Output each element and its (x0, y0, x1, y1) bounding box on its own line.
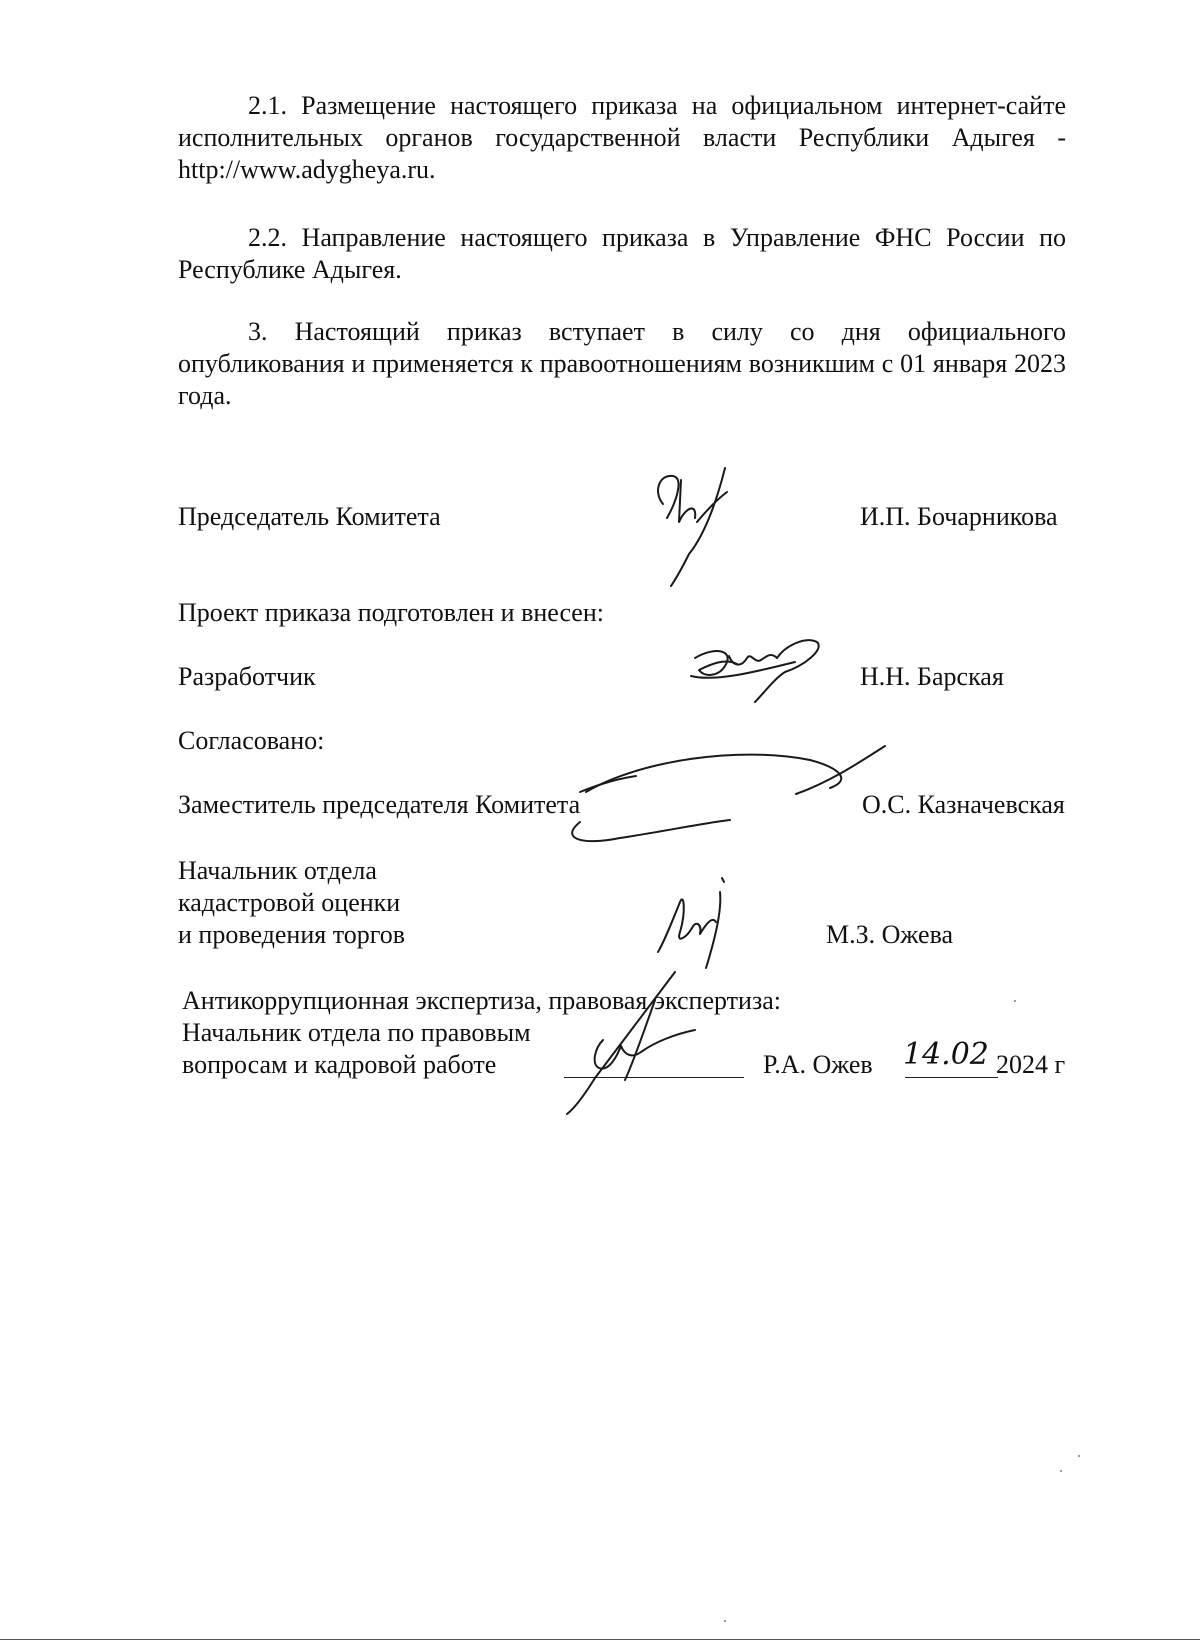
deputy-title: Заместитель председателя Комитета (178, 790, 581, 819)
developer-title: Разработчик (178, 662, 316, 691)
dept-head-title-line3: и проведения торгов (178, 920, 406, 949)
legal-head-name: Р.А. Ожев (763, 1050, 873, 1079)
handwritten-date: 14.02 (903, 1037, 989, 1072)
scan-speck (1060, 1470, 1062, 1472)
legal-head-title-line1: Начальник отдела по правовым (182, 1018, 531, 1047)
scan-speck (724, 1620, 726, 1622)
developer-name: Н.Н. Барская (860, 662, 1004, 691)
dept-head-signature (650, 872, 750, 972)
paragraph-2-2: 2.2. Направление настоящего приказа в Управление ФНС России по Республике Адыгея. (178, 223, 1066, 284)
deputy-signature (540, 730, 890, 850)
deputy-name: О.С. Казначевская (862, 790, 1065, 819)
page-bottom-edge (0, 1639, 1200, 1640)
dept-head-name: М.З. Ожева (826, 920, 954, 949)
scan-speck (1014, 1000, 1016, 1002)
date-year: 2024 г (996, 1050, 1066, 1079)
developer-signature (685, 628, 825, 708)
project-prepared-label: Проект приказа подготовлен и внесен: (178, 598, 604, 627)
chairman-name: И.П. Бочарникова (860, 502, 1058, 531)
chairman-signature (645, 462, 745, 592)
dept-head-title-line2: кадастровой оценки (178, 888, 401, 917)
chairman-title: Председатель Комитета (178, 502, 441, 531)
legal-head-signature (555, 968, 745, 1118)
date-underline (905, 1077, 998, 1078)
paragraph-2-1: 2.1. Размещение настоящего приказа на официальном интернет-сайте исполнительных органов государственной власти Республики Адыгея - http://www.adygheya.ru. (178, 91, 1066, 184)
expertise-label: Антикоррупционная экспертиза, правовая экспертиза: (182, 986, 781, 1015)
paragraph-3: 3. Настоящий приказ вступает в силу со дня официального опубликования и применяется к правоотношениям возникшим с 01 января 2023 года. (178, 317, 1066, 410)
agreed-label: Согласовано: (178, 726, 325, 755)
legal-head-title-line2: вопросам и кадровой работе (182, 1050, 497, 1079)
scan-speck (1078, 1455, 1080, 1457)
dept-head-title-line1: Начальник отдела (178, 856, 377, 885)
